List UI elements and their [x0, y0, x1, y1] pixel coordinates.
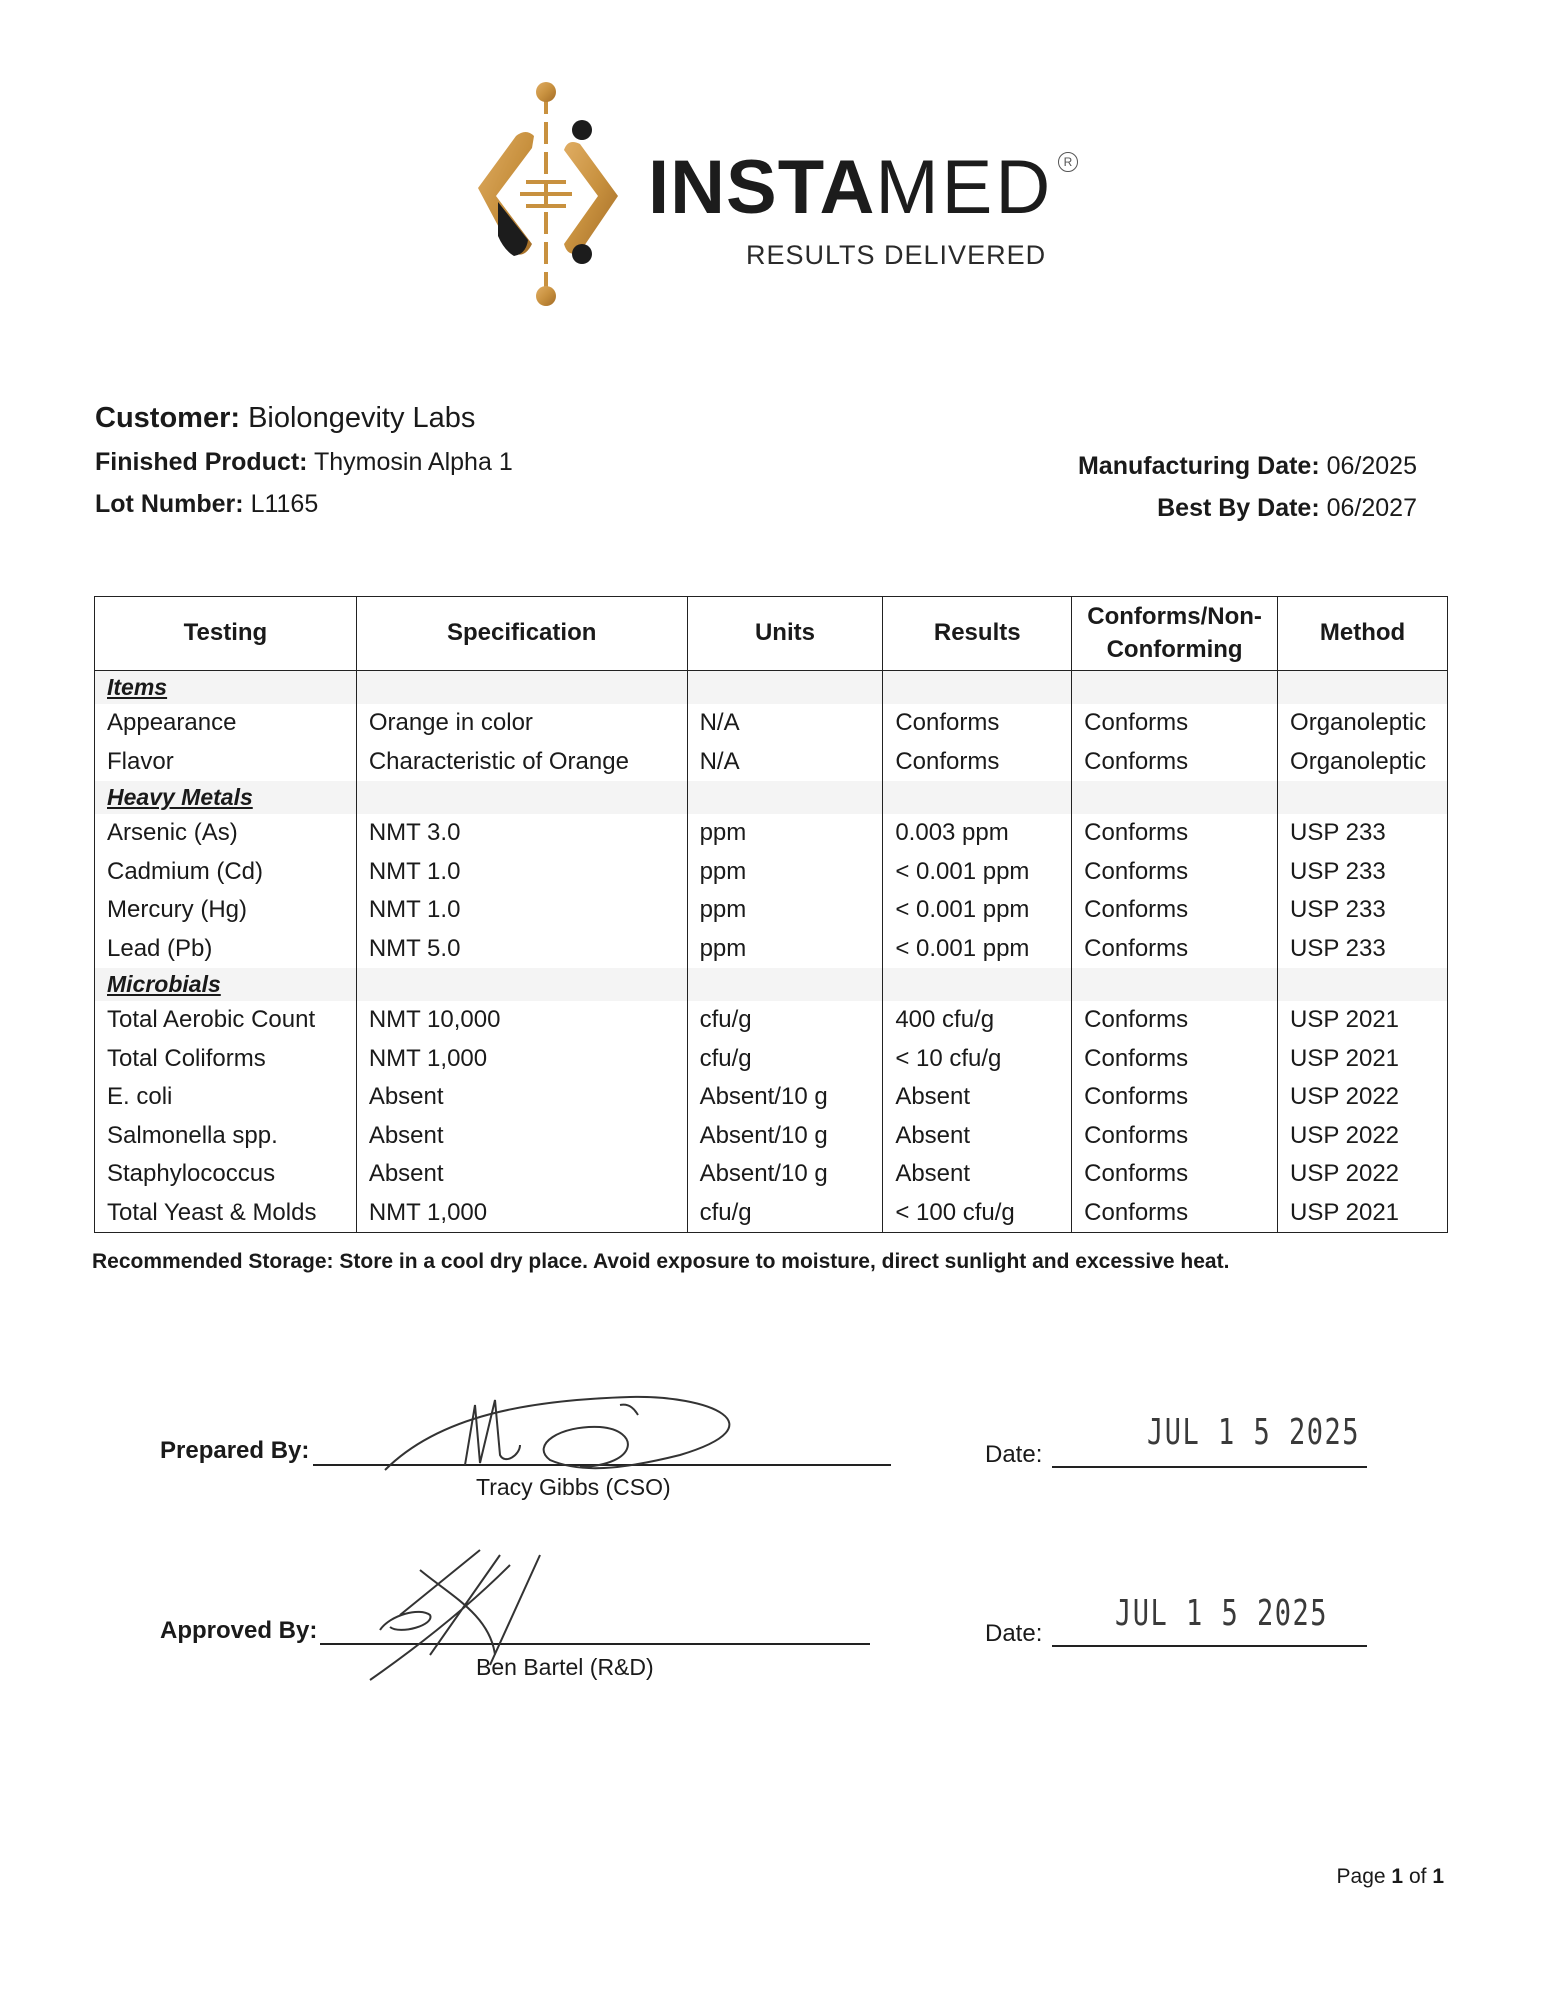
cell-testing: Staphylococcus [95, 1155, 357, 1194]
approved-by-name: Ben Bartel (R&D) [476, 1654, 654, 1680]
section-empty-cell [687, 968, 883, 1001]
cell-results: < 100 cfu/g [883, 1194, 1072, 1233]
table-row [95, 1001, 1448, 1040]
cell-conforms: Conforms [1072, 814, 1278, 853]
table-row [95, 743, 1448, 782]
approved-date-stamp: JUL 1 5 2025 [1115, 1593, 1329, 1634]
cell-results: < 0.001 ppm [883, 930, 1072, 969]
cell-results: Conforms [883, 704, 1072, 743]
results-table [94, 596, 1448, 1233]
cell-method: Organoleptic [1278, 743, 1448, 782]
cell-specification: Orange in color [356, 704, 687, 743]
cell-units: cfu/g [687, 1040, 883, 1079]
cell-results: Absent [883, 1078, 1072, 1117]
table-row [95, 853, 1448, 892]
product-value: Thymosin Alpha 1 [314, 448, 513, 476]
table-row [95, 1040, 1448, 1079]
cell-units: Absent/10 g [687, 1078, 883, 1117]
mfg-label: Manufacturing Date: [1077, 452, 1320, 480]
column-header-conforms [1072, 597, 1278, 671]
table-row [95, 891, 1448, 930]
section-header-row [95, 671, 1448, 705]
cell-method: Organoleptic [1278, 704, 1448, 743]
best-by-date-field [1157, 496, 1417, 521]
brand-bold: INSTA [648, 145, 876, 230]
section-empty-cell [1278, 781, 1448, 814]
cell-specification: NMT 10,000 [356, 1001, 687, 1040]
product-field [95, 450, 513, 475]
section-empty-cell [1278, 671, 1448, 705]
page-label: Page [1336, 1865, 1386, 1888]
cell-units: cfu/g [687, 1001, 883, 1040]
cell-method: USP 233 [1278, 814, 1448, 853]
cell-conforms: Conforms [1072, 743, 1278, 782]
cell-testing: E. coli [95, 1078, 357, 1117]
cell-conforms: Conforms [1072, 930, 1278, 969]
cell-method: USP 233 [1278, 891, 1448, 930]
approved-date-label: Date: [985, 1620, 1043, 1647]
brand-name [648, 145, 1054, 230]
cell-units: cfu/g [687, 1194, 883, 1233]
cell-specification: NMT 1.0 [356, 891, 687, 930]
approved-date-line [1052, 1645, 1367, 1647]
conforms-header-line2: Conforming [1106, 635, 1243, 663]
cell-specification: NMT 3.0 [356, 814, 687, 853]
cell-specification: Absent [356, 1078, 687, 1117]
table-row [95, 814, 1448, 853]
prepared-date-stamp: JUL 1 5 2025 [1147, 1412, 1361, 1453]
section-empty-cell [687, 671, 883, 705]
customer-field [95, 404, 475, 433]
cell-conforms: Conforms [1072, 1040, 1278, 1079]
cell-specification: Absent [356, 1117, 687, 1156]
registered-mark-icon: R [1058, 152, 1078, 172]
bestby-label: Best By Date: [1157, 494, 1320, 522]
cell-specification: NMT 5.0 [356, 930, 687, 969]
column-header-units: Units [687, 597, 883, 671]
section-title: Items [95, 671, 357, 705]
manufacturing-date-field [1078, 454, 1417, 479]
cell-method: USP 2021 [1278, 1001, 1448, 1040]
table-body [95, 671, 1448, 1233]
section-header-row [95, 968, 1448, 1001]
cell-units: Absent/10 g [687, 1155, 883, 1194]
cell-results: 0.003 ppm [883, 814, 1072, 853]
table-row [95, 1194, 1448, 1233]
cell-results: Conforms [883, 743, 1072, 782]
table-row [95, 704, 1448, 743]
lot-field [95, 492, 318, 517]
cell-results: Absent [883, 1117, 1072, 1156]
section-title: Heavy Metals [95, 781, 357, 814]
lot-label: Lot Number: [95, 490, 244, 518]
section-empty-cell [883, 781, 1072, 814]
section-empty-cell [356, 781, 687, 814]
cell-method: USP 2022 [1278, 1155, 1448, 1194]
table-row [95, 930, 1448, 969]
section-empty-cell [356, 968, 687, 1001]
section-empty-cell [883, 671, 1072, 705]
table-row [95, 1155, 1448, 1194]
column-header-method: Method [1278, 597, 1448, 671]
cell-results: < 10 cfu/g [883, 1040, 1072, 1079]
cell-method: USP 233 [1278, 930, 1448, 969]
recommended-storage-note: Recommended Storage: Store in a cool dry place. Avoid exposure to moisture, direct sunlight and excessive heat. [92, 1250, 1230, 1273]
section-empty-cell [1278, 968, 1448, 1001]
mfg-value: 06/2025 [1326, 452, 1417, 480]
cell-specification: Characteristic of Orange [356, 743, 687, 782]
section-empty-cell [1072, 968, 1278, 1001]
section-empty-cell [1072, 781, 1278, 814]
customer-label: Customer: [95, 402, 241, 434]
cell-testing: Flavor [95, 743, 357, 782]
cell-testing: Lead (Pb) [95, 930, 357, 969]
cell-testing: Cadmium (Cd) [95, 853, 357, 892]
cell-units: N/A [687, 704, 883, 743]
section-empty-cell [1072, 671, 1278, 705]
cell-testing: Total Aerobic Count [95, 1001, 357, 1040]
brand-tagline: RESULTS DELIVERED [746, 240, 1047, 270]
lot-value: L1165 [250, 490, 319, 518]
section-empty-cell [687, 781, 883, 814]
cell-units: N/A [687, 743, 883, 782]
prepared-by-label: Prepared By: [160, 1437, 310, 1464]
column-header-testing: Testing [95, 597, 357, 671]
instamed-logo-icon [468, 78, 628, 310]
cell-testing: Arsenic (As) [95, 814, 357, 853]
page-number [1337, 1865, 1444, 1889]
cell-testing: Total Yeast & Molds [95, 1194, 357, 1233]
cell-units: ppm [687, 814, 883, 853]
brand-light: MED [875, 145, 1054, 230]
cell-specification: NMT 1.0 [356, 853, 687, 892]
cell-results: Absent [883, 1155, 1072, 1194]
cell-conforms: Conforms [1072, 1155, 1278, 1194]
prepared-signature-icon [380, 1385, 770, 1485]
cell-method: USP 2021 [1278, 1040, 1448, 1079]
cell-testing: Mercury (Hg) [95, 891, 357, 930]
cell-specification: NMT 1,000 [356, 1040, 687, 1079]
cell-testing: Salmonella spp. [95, 1117, 357, 1156]
prepared-date-label: Date: [985, 1441, 1043, 1468]
cell-conforms: Conforms [1072, 891, 1278, 930]
cell-specification: Absent [356, 1155, 687, 1194]
column-header-results: Results [883, 597, 1072, 671]
cell-results: < 0.001 ppm [883, 891, 1072, 930]
page-total: 1 [1432, 1865, 1444, 1888]
cell-conforms: Conforms [1072, 1001, 1278, 1040]
table-row [95, 1078, 1448, 1117]
cell-testing: Appearance [95, 704, 357, 743]
cell-method: USP 2022 [1278, 1078, 1448, 1117]
customer-value: Biolongevity Labs [248, 402, 476, 434]
cell-conforms: Conforms [1072, 853, 1278, 892]
page-of: of [1408, 1865, 1427, 1888]
cell-testing: Total Coliforms [95, 1040, 357, 1079]
cell-units: ppm [687, 853, 883, 892]
table-header-row [95, 597, 1448, 671]
cell-units: ppm [687, 891, 883, 930]
product-label: Finished Product: [95, 448, 308, 476]
section-title: Microbials [95, 968, 357, 1001]
column-header-specification: Specification [356, 597, 687, 671]
cell-units: ppm [687, 930, 883, 969]
section-header-row [95, 781, 1448, 814]
conforms-header-line1: Conforms/Non- [1087, 603, 1262, 631]
prepared-by-name: Tracy Gibbs (CSO) [476, 1474, 671, 1500]
cell-results: 400 cfu/g [883, 1001, 1072, 1040]
cell-results: < 0.001 ppm [883, 853, 1072, 892]
cell-method: USP 233 [1278, 853, 1448, 892]
section-empty-cell [356, 671, 687, 705]
section-empty-cell [883, 968, 1072, 1001]
cell-method: USP 2021 [1278, 1194, 1448, 1233]
cell-units: Absent/10 g [687, 1117, 883, 1156]
cell-conforms: Conforms [1072, 1078, 1278, 1117]
approved-by-label: Approved By: [160, 1617, 318, 1644]
cell-conforms: Conforms [1072, 1117, 1278, 1156]
table-row [95, 1117, 1448, 1156]
cell-method: USP 2022 [1278, 1117, 1448, 1156]
cell-specification: NMT 1,000 [356, 1194, 687, 1233]
bestby-value: 06/2027 [1326, 494, 1417, 522]
prepared-date-line [1052, 1466, 1367, 1468]
cell-conforms: Conforms [1072, 1194, 1278, 1233]
cell-conforms: Conforms [1072, 704, 1278, 743]
page-current: 1 [1391, 1865, 1404, 1888]
